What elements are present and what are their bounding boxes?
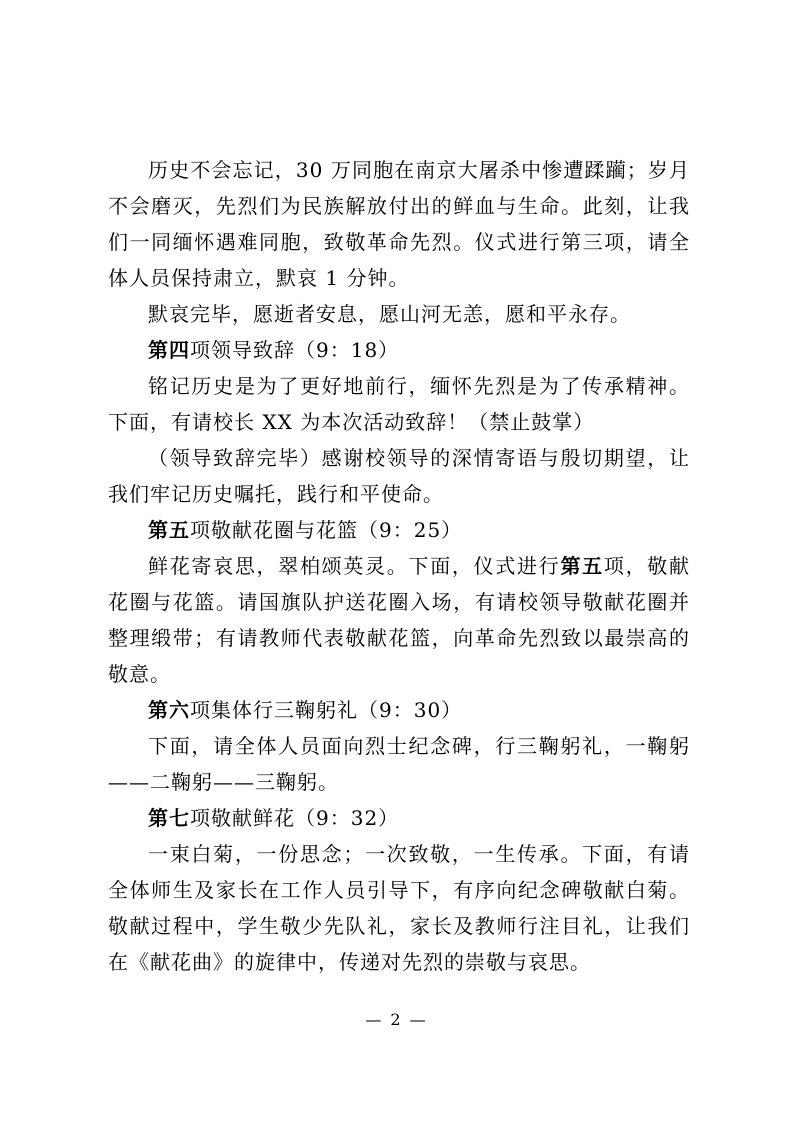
- section-heading-6-number: 第六: [148, 698, 190, 722]
- section-heading-7: [108, 800, 690, 836]
- section-heading-5-number: 第五: [148, 518, 190, 542]
- section-heading-5-text: 项敬献花圈与花篮（9：25）: [190, 518, 463, 542]
- section-heading-4: [108, 332, 690, 368]
- section-heading-4-number: 第四: [148, 338, 190, 362]
- paragraph-bow: 下面，请全体人员面向烈士纪念碑，行三鞠躬礼，一鞠躬——二鞠躬——三鞠躬。: [108, 734, 690, 794]
- section-heading-7-number: 第七: [148, 806, 190, 830]
- section-heading-4-text: 项领导致辞（9：18）: [190, 338, 400, 362]
- document-body: [108, 152, 690, 980]
- paragraph-wreath-part-a: 鲜花寄哀思，翠柏颂英灵。下面，仪式进行: [148, 554, 561, 578]
- paragraph-leader-thanks: （领导致辞完毕）感谢校领导的深情寄语与殷切期望，让我们牢记历史嘱托，践行和平使命。: [108, 446, 690, 506]
- section-heading-7-text: 项敬献鲜花（9：32）: [190, 806, 400, 830]
- page-number: — 2 —: [365, 1010, 428, 1029]
- section-heading-6: [108, 692, 690, 728]
- paragraph-wreath: [108, 548, 690, 692]
- section-heading-6-text: 项集体行三鞠躬礼（9：30）: [190, 698, 463, 722]
- paragraph-silence-intro: 历史不会忘记，30 万同胞在南京大屠杀中惨遭蹂躏；岁月不会磨灭，先烈们为民族解放付出的鲜血与生命。此刻，让我们一同缅怀遇难同胞，致敬革命先烈。仪式进行第三项，请全体人员保持肃立，默哀 1 分钟。: [108, 158, 690, 290]
- paragraph-silence-end: 默哀完毕，愿逝者安息，愿山河无恙，愿和平永存。: [148, 302, 631, 326]
- section-heading-5: [108, 512, 690, 548]
- paragraph-leader-speech: 铭记历史是为了更好地前行，缅怀先烈是为了传承精神。下面，有请校长 XX 为本次活动致辞！（禁止鼓掌）: [108, 374, 690, 434]
- paragraph-wreath-part-c: 项，敬献花圈与花篮。请国旗队护送花圈入场，有请校领导敬献花圈并整理缎带；有请教师代表敬献花篮，向革命先烈致以最崇高的敬意。: [108, 554, 691, 686]
- paragraph-flowers: 一束白菊，一份思念；一次致敬，一生传承。下面，有请全体师生及家长在工作人员引导下，有序向纪念碑敬献白菊。敬献过程中，学生敬少先队礼，家长及教师行注目礼，让我们在《献花曲》的旋律中，传递对先烈的崇敬与哀思。: [108, 842, 690, 974]
- paragraph-wreath-bold: 第五: [560, 554, 604, 578]
